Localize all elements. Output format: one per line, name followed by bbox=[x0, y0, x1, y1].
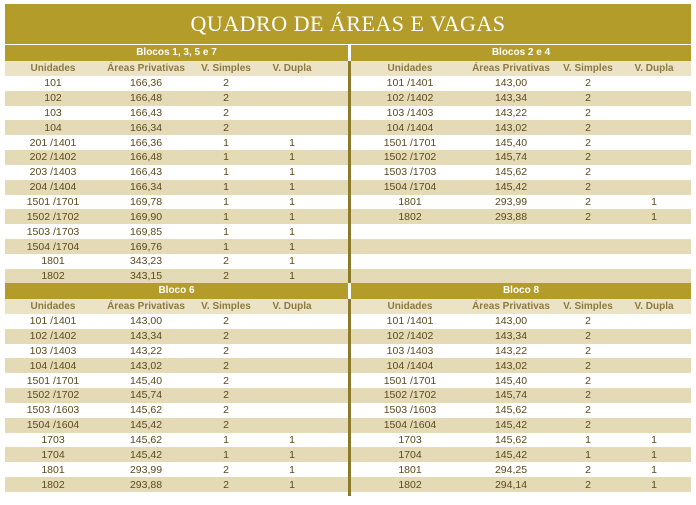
block-title: Blocos 1, 3, 5 e 7 bbox=[5, 45, 348, 61]
cell-unidade: 104 /1404 bbox=[386, 121, 434, 134]
table-row bbox=[351, 388, 691, 403]
cell-area-privativa: 166,36 bbox=[129, 77, 163, 90]
cell-unidade: 1801 bbox=[41, 463, 65, 476]
cell-vaga-simples: 2 bbox=[585, 344, 591, 357]
table-row bbox=[351, 224, 691, 239]
cell-unidade: 1502 /1702 bbox=[26, 210, 80, 223]
cell-vaga-dupla: 1 bbox=[289, 166, 295, 179]
table-row bbox=[351, 254, 691, 269]
table-row bbox=[351, 269, 691, 284]
table-row bbox=[5, 239, 348, 254]
cell-vaga-simples: 2 bbox=[223, 404, 229, 417]
header-unidades: Unidades bbox=[387, 62, 433, 74]
cell-area-privativa: 145,62 bbox=[129, 434, 163, 447]
cell-unidade: 102 /1402 bbox=[386, 330, 434, 343]
table-row bbox=[351, 76, 691, 91]
cell-unidade: 1504 /1604 bbox=[26, 419, 80, 432]
cell-unidade: 103 /1403 bbox=[386, 344, 434, 357]
header-unidades: Unidades bbox=[387, 300, 433, 312]
page-title: QUADRO DE ÁREAS E VAGAS bbox=[5, 4, 691, 44]
cell-unidade: 204 /1404 bbox=[29, 181, 77, 194]
cell-vaga-simples: 1 bbox=[223, 448, 229, 461]
header-unidades: Unidades bbox=[30, 62, 76, 74]
cell-vaga-simples: 2 bbox=[585, 196, 591, 209]
cell-area-privativa: 145,42 bbox=[129, 419, 163, 432]
table-row bbox=[351, 106, 691, 121]
table-row bbox=[5, 344, 348, 359]
cell-unidade: 101 /1401 bbox=[386, 315, 434, 328]
cell-area-privativa: 166,36 bbox=[129, 136, 163, 149]
table-row bbox=[5, 180, 348, 195]
cell-unidade: 1501 /1701 bbox=[383, 136, 437, 149]
header-areas-privativas: Áreas Privativas bbox=[472, 300, 550, 312]
header-vagas-duplas: V. Dupla bbox=[634, 62, 674, 74]
cell-unidade: 1802 bbox=[41, 270, 65, 283]
cell-vaga-simples: 2 bbox=[223, 106, 229, 119]
table-row bbox=[5, 150, 348, 165]
cell-vaga-simples: 2 bbox=[585, 210, 591, 223]
cell-vaga-dupla: 1 bbox=[289, 255, 295, 268]
cell-vaga-simples: 1 bbox=[223, 225, 229, 238]
cell-vaga-dupla: 1 bbox=[651, 448, 657, 461]
block-panel-6 bbox=[5, 283, 348, 492]
cell-area-privativa: 169,78 bbox=[129, 196, 163, 209]
table-row bbox=[5, 195, 348, 210]
cell-unidade: 1703 bbox=[398, 434, 422, 447]
cell-vaga-dupla: 1 bbox=[289, 225, 295, 238]
table-row bbox=[5, 269, 348, 284]
table-row bbox=[5, 418, 348, 433]
table-row bbox=[351, 195, 691, 210]
table-row bbox=[351, 165, 691, 180]
cell-area-privativa: 293,88 bbox=[494, 210, 528, 223]
cell-vaga-simples: 2 bbox=[223, 344, 229, 357]
cell-unidade: 1801 bbox=[41, 255, 65, 268]
cell-vaga-simples: 2 bbox=[223, 315, 229, 328]
cell-area-privativa: 143,22 bbox=[129, 344, 163, 357]
table-header-row bbox=[351, 61, 691, 76]
cell-unidade: 102 /1402 bbox=[386, 92, 434, 105]
cell-vaga-dupla: 1 bbox=[289, 240, 295, 253]
cell-area-privativa: 145,40 bbox=[494, 136, 528, 149]
cell-area-privativa: 169,76 bbox=[129, 240, 163, 253]
table-row bbox=[351, 403, 691, 418]
header-vagas-simples: V. Simples bbox=[563, 62, 613, 74]
cell-area-privativa: 143,00 bbox=[494, 315, 528, 328]
cell-area-privativa: 143,34 bbox=[494, 330, 528, 343]
cell-vaga-simples: 2 bbox=[585, 389, 591, 402]
cell-area-privativa: 143,00 bbox=[129, 315, 163, 328]
table-row bbox=[351, 239, 691, 254]
table-row bbox=[5, 76, 348, 91]
table-row bbox=[5, 165, 348, 180]
cell-vaga-simples: 2 bbox=[223, 255, 229, 268]
cell-unidade: 1504 /1604 bbox=[383, 419, 437, 432]
cell-vaga-simples: 2 bbox=[585, 359, 591, 372]
cell-vaga-dupla: 1 bbox=[289, 270, 295, 283]
cell-vaga-simples: 1 bbox=[223, 210, 229, 223]
cell-unidade: 103 bbox=[44, 106, 62, 119]
cell-area-privativa: 145,74 bbox=[129, 389, 163, 402]
cell-vaga-simples: 2 bbox=[223, 77, 229, 90]
cell-vaga-dupla: 1 bbox=[289, 434, 295, 447]
cell-unidade: 102 /1402 bbox=[29, 330, 77, 343]
cell-unidade: 101 /1401 bbox=[29, 315, 77, 328]
table-row bbox=[351, 418, 691, 433]
cell-unidade: 1503 /1603 bbox=[383, 404, 437, 417]
cell-vaga-simples: 2 bbox=[585, 330, 591, 343]
table-row bbox=[5, 224, 348, 239]
table-row bbox=[351, 120, 691, 135]
block-title: Bloco 6 bbox=[5, 283, 348, 299]
table-row bbox=[351, 447, 691, 462]
table-row bbox=[351, 462, 691, 477]
cell-unidade: 1502 /1702 bbox=[26, 389, 80, 402]
header-vagas-duplas: V. Dupla bbox=[272, 62, 312, 74]
table-row bbox=[5, 209, 348, 224]
cell-area-privativa: 145,42 bbox=[494, 181, 528, 194]
block-title: Bloco 8 bbox=[351, 283, 691, 299]
cell-area-privativa: 145,62 bbox=[494, 166, 528, 179]
cell-unidade: 202 /1402 bbox=[29, 151, 77, 164]
header-vagas-simples: V. Simples bbox=[201, 300, 251, 312]
cell-unidade: 203 /1403 bbox=[29, 166, 77, 179]
cell-vaga-simples: 1 bbox=[223, 240, 229, 253]
cell-vaga-simples: 2 bbox=[585, 136, 591, 149]
block-panel-8 bbox=[351, 283, 691, 492]
cell-area-privativa: 143,34 bbox=[494, 92, 528, 105]
cell-area-privativa: 166,34 bbox=[129, 181, 163, 194]
cell-unidade: 103 /1403 bbox=[29, 344, 77, 357]
cell-vaga-dupla: 1 bbox=[289, 151, 295, 164]
header-areas-privativas: Áreas Privativas bbox=[107, 62, 185, 74]
cell-unidade: 1504 /1704 bbox=[26, 240, 80, 253]
cell-area-privativa: 343,15 bbox=[129, 270, 163, 283]
cell-vaga-dupla: 1 bbox=[651, 210, 657, 223]
cell-vaga-simples: 1 bbox=[223, 196, 229, 209]
table-row bbox=[351, 180, 691, 195]
cell-vaga-dupla: 1 bbox=[651, 434, 657, 447]
cell-unidade: 1502 /1702 bbox=[383, 389, 437, 402]
cell-unidade: 1501 /1701 bbox=[383, 374, 437, 387]
cell-unidade: 1502 /1702 bbox=[383, 151, 437, 164]
cell-unidade: 1802 bbox=[398, 478, 422, 491]
header-vagas-simples: V. Simples bbox=[201, 62, 251, 74]
table-row bbox=[5, 462, 348, 477]
cell-unidade: 1501 /1701 bbox=[26, 196, 80, 209]
cell-area-privativa: 145,62 bbox=[129, 404, 163, 417]
cell-vaga-simples: 1 bbox=[223, 136, 229, 149]
cell-unidade: 104 /1404 bbox=[29, 359, 77, 372]
cell-vaga-simples: 2 bbox=[585, 121, 591, 134]
table-row bbox=[5, 477, 348, 492]
cell-vaga-simples: 2 bbox=[585, 315, 591, 328]
header-unidades: Unidades bbox=[30, 300, 76, 312]
cell-unidade: 1704 bbox=[398, 448, 422, 461]
cell-area-privativa: 166,43 bbox=[129, 166, 163, 179]
cell-area-privativa: 145,74 bbox=[494, 389, 528, 402]
cell-vaga-simples: 2 bbox=[585, 92, 591, 105]
cell-vaga-simples: 2 bbox=[585, 151, 591, 164]
header-areas-privativas: Áreas Privativas bbox=[107, 300, 185, 312]
cell-vaga-dupla: 1 bbox=[289, 448, 295, 461]
cell-vaga-simples: 2 bbox=[585, 419, 591, 432]
cell-vaga-simples: 1 bbox=[585, 434, 591, 447]
header-vagas-simples: V. Simples bbox=[563, 300, 613, 312]
table-row bbox=[351, 344, 691, 359]
column-divider bbox=[348, 299, 351, 496]
header-areas-privativas: Áreas Privativas bbox=[472, 62, 550, 74]
table-row bbox=[351, 209, 691, 224]
column-divider bbox=[348, 61, 351, 283]
table-row bbox=[5, 403, 348, 418]
cell-vaga-dupla: 1 bbox=[289, 181, 295, 194]
cell-vaga-simples: 2 bbox=[585, 181, 591, 194]
cell-vaga-dupla: 1 bbox=[289, 196, 295, 209]
table-row bbox=[5, 120, 348, 135]
cell-area-privativa: 166,48 bbox=[129, 151, 163, 164]
header-vagas-duplas: V. Dupla bbox=[272, 300, 312, 312]
cell-area-privativa: 294,25 bbox=[494, 463, 528, 476]
cell-area-privativa: 145,42 bbox=[494, 419, 528, 432]
cell-vaga-simples: 2 bbox=[585, 404, 591, 417]
cell-vaga-simples: 2 bbox=[223, 419, 229, 432]
cell-vaga-simples: 1 bbox=[223, 181, 229, 194]
table-row bbox=[5, 329, 348, 344]
cell-area-privativa: 143,22 bbox=[494, 106, 528, 119]
cell-vaga-simples: 1 bbox=[223, 166, 229, 179]
cell-vaga-simples: 1 bbox=[223, 151, 229, 164]
block-panel-24 bbox=[351, 45, 691, 284]
cell-vaga-simples: 2 bbox=[585, 478, 591, 491]
table-header-row bbox=[5, 299, 348, 314]
table-row bbox=[5, 447, 348, 462]
header-vagas-duplas: V. Dupla bbox=[634, 300, 674, 312]
cell-vaga-dupla: 1 bbox=[651, 478, 657, 491]
table-row bbox=[5, 388, 348, 403]
cell-area-privativa: 145,40 bbox=[494, 374, 528, 387]
cell-unidade: 1802 bbox=[41, 478, 65, 491]
cell-unidade: 104 /1404 bbox=[386, 359, 434, 372]
table-row bbox=[5, 254, 348, 269]
cell-area-privativa: 169,90 bbox=[129, 210, 163, 223]
cell-area-privativa: 143,34 bbox=[129, 330, 163, 343]
cell-unidade: 103 /1403 bbox=[386, 106, 434, 119]
cell-area-privativa: 166,48 bbox=[129, 92, 163, 105]
cell-area-privativa: 145,62 bbox=[494, 404, 528, 417]
cell-area-privativa: 143,22 bbox=[494, 344, 528, 357]
cell-unidade: 201 /1401 bbox=[29, 136, 77, 149]
table-row bbox=[5, 358, 348, 373]
table-row bbox=[351, 477, 691, 492]
cell-area-privativa: 145,40 bbox=[129, 374, 163, 387]
table-row bbox=[5, 373, 348, 388]
cell-vaga-simples: 2 bbox=[223, 330, 229, 343]
cell-area-privativa: 166,34 bbox=[129, 121, 163, 134]
table-row bbox=[5, 433, 348, 448]
block-title: Blocos 2 e 4 bbox=[351, 45, 691, 61]
table-row bbox=[5, 314, 348, 329]
cell-vaga-simples: 2 bbox=[223, 389, 229, 402]
cell-vaga-simples: 2 bbox=[585, 77, 591, 90]
cell-unidade: 1801 bbox=[398, 463, 422, 476]
table-header-row bbox=[351, 299, 691, 314]
cell-vaga-simples: 2 bbox=[223, 270, 229, 283]
cell-vaga-dupla: 1 bbox=[289, 210, 295, 223]
cell-unidade: 1704 bbox=[41, 448, 65, 461]
table-row bbox=[5, 106, 348, 121]
cell-area-privativa: 145,62 bbox=[494, 434, 528, 447]
table-row bbox=[5, 91, 348, 106]
cell-area-privativa: 143,02 bbox=[494, 359, 528, 372]
table-row bbox=[351, 433, 691, 448]
cell-unidade: 1503 /1703 bbox=[26, 225, 80, 238]
table-row bbox=[351, 135, 691, 150]
cell-area-privativa: 293,99 bbox=[129, 463, 163, 476]
block-panel-1357 bbox=[5, 45, 348, 284]
table-row bbox=[351, 358, 691, 373]
cell-area-privativa: 145,42 bbox=[129, 448, 163, 461]
cell-vaga-dupla: 1 bbox=[651, 196, 657, 209]
table-row bbox=[351, 91, 691, 106]
cell-unidade: 1703 bbox=[41, 434, 65, 447]
table-row bbox=[351, 329, 691, 344]
cell-unidade: 101 /1401 bbox=[386, 77, 434, 90]
cell-vaga-simples: 1 bbox=[223, 434, 229, 447]
cell-vaga-simples: 2 bbox=[223, 463, 229, 476]
cell-area-privativa: 143,00 bbox=[494, 77, 528, 90]
cell-area-privativa: 294,14 bbox=[494, 478, 528, 491]
cell-area-privativa: 143,02 bbox=[129, 359, 163, 372]
cell-area-privativa: 166,43 bbox=[129, 106, 163, 119]
cell-unidade: 101 bbox=[44, 77, 62, 90]
cell-unidade: 1501 /1701 bbox=[26, 374, 80, 387]
cell-area-privativa: 143,02 bbox=[494, 121, 528, 134]
cell-vaga-simples: 2 bbox=[585, 166, 591, 179]
cell-vaga-dupla: 1 bbox=[289, 478, 295, 491]
cell-unidade: 102 bbox=[44, 92, 62, 105]
cell-unidade: 1802 bbox=[398, 210, 422, 223]
cell-vaga-simples: 2 bbox=[585, 463, 591, 476]
cell-vaga-dupla: 1 bbox=[289, 136, 295, 149]
cell-area-privativa: 293,88 bbox=[129, 478, 163, 491]
cell-area-privativa: 145,42 bbox=[494, 448, 528, 461]
cell-unidade: 1801 bbox=[398, 196, 422, 209]
cell-vaga-simples: 2 bbox=[223, 121, 229, 134]
cell-vaga-simples: 2 bbox=[223, 374, 229, 387]
cell-vaga-simples: 2 bbox=[585, 106, 591, 119]
table-header-row bbox=[5, 61, 348, 76]
table-row bbox=[351, 314, 691, 329]
cell-vaga-simples: 1 bbox=[585, 448, 591, 461]
cell-vaga-simples: 2 bbox=[223, 359, 229, 372]
cell-vaga-simples: 2 bbox=[223, 92, 229, 105]
cell-area-privativa: 343,23 bbox=[129, 255, 163, 268]
cell-vaga-simples: 2 bbox=[223, 478, 229, 491]
cell-unidade: 1503 /1703 bbox=[383, 166, 437, 179]
table-row bbox=[5, 135, 348, 150]
table-row bbox=[351, 373, 691, 388]
cell-unidade: 1504 /1704 bbox=[383, 181, 437, 194]
cell-unidade: 104 bbox=[44, 121, 62, 134]
table-row bbox=[351, 150, 691, 165]
cell-vaga-dupla: 1 bbox=[651, 463, 657, 476]
cell-area-privativa: 145,74 bbox=[494, 151, 528, 164]
cell-unidade: 1503 /1603 bbox=[26, 404, 80, 417]
cell-area-privativa: 169,85 bbox=[129, 225, 163, 238]
cell-vaga-simples: 2 bbox=[585, 374, 591, 387]
cell-vaga-dupla: 1 bbox=[289, 463, 295, 476]
cell-area-privativa: 293,99 bbox=[494, 196, 528, 209]
